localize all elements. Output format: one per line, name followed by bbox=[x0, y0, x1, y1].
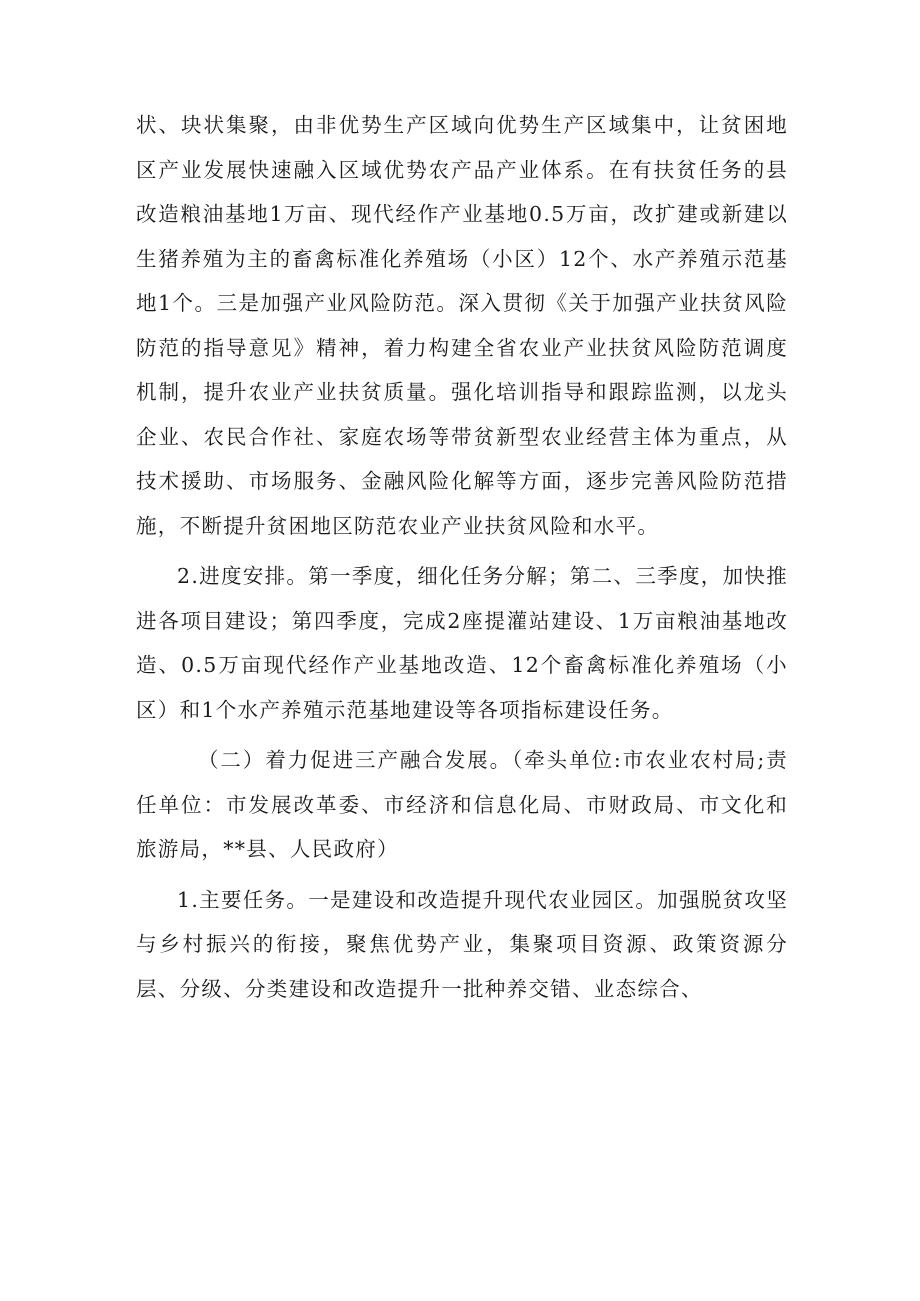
paragraph-main-tasks: 1.主要任务。一是建设和改造提升现代农业园区。加强脱贫攻坚与乡村振兴的衔接，聚焦优势产业，集聚项目资源、政策资源分层、分级、分类建设和改造提升一批种养交错、业态综合、 bbox=[136, 887, 788, 1001]
paragraph-continuation: 状、块状集聚，由非优势生产区域向优势生产区域集中，让贫困地区产业发展快速融入区域优势农产品产业体系。在有扶贫任务的县改造粮油基地1万亩、现代经作产业基地0.5万亩，改扩建或新建以生猪养殖为主的畜禽标准化养殖场（小区）12个、水产养殖示范基地1个。三是加强产业风险防范。深入贯彻《关于加强产业扶贫风险防范的指导意见》精神，着力构建全省农业产业扶贫风险防范调度机制，提升农业产业扶贫质量。强化培训指导和跟踪监测，以龙头企业、农民合作社、家庭农场等带贫新型农业经营主体为重点，从技术援助、市场服务、金融风险化解等方面，逐步完善风险防范措施，不断提升贫困地区防范农业产业扶贫风险和水平。 bbox=[136, 113, 788, 538]
section-heading-paragraph: （二）着力促进三产融合发展。（牵头单位:市农业农村局;责任单位：市发展改革委、市经济和信息化局、市财政局、市文化和旅游局，**县、人民政府） bbox=[136, 748, 788, 861]
paragraph-schedule: 2.进度安排。第一季度，细化任务分解；第二、三季度，加快推进各项目建设；第四季度，完成2座提灌站建设、1万亩粮油基地改造、0.5万亩现代经作产业基地改造、12个畜禽标准化养殖场（小区）和1个水产养殖示范基地建设等各项指标建设任务。 bbox=[136, 564, 788, 722]
